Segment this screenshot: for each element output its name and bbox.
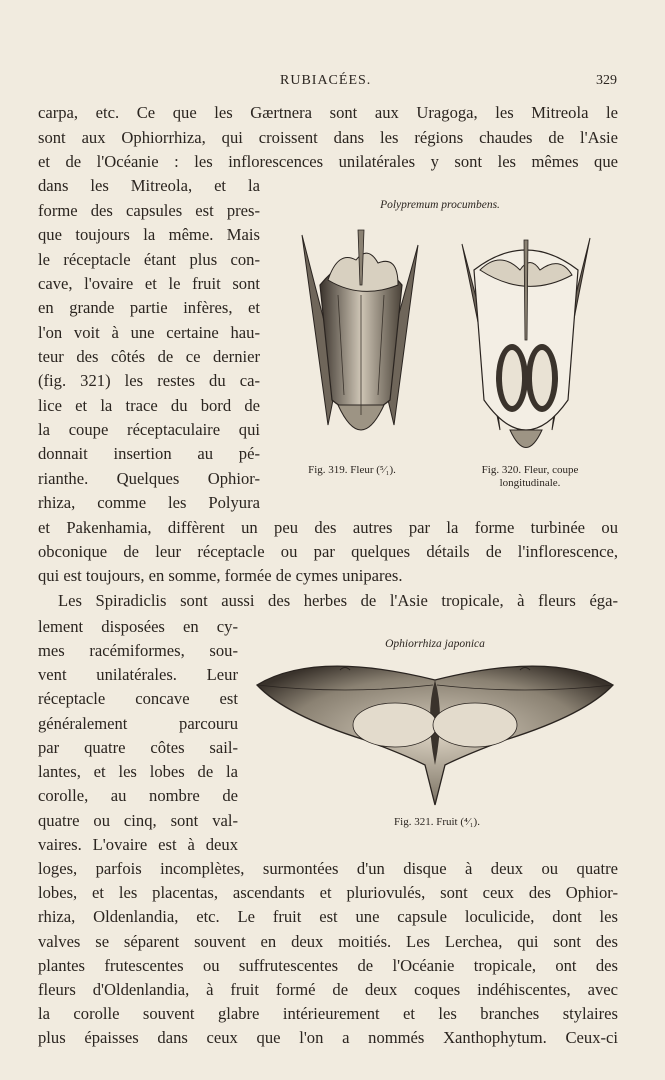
text-line: le réceptacle étant plus con- — [38, 250, 260, 269]
text-line: dans les Mitreola, et la — [38, 176, 260, 195]
text-line: donnait insertion au pé- — [38, 444, 260, 463]
figure-caption: Fig. 320. Fleur, coupe — [481, 464, 579, 476]
text-line: la coupe réceptaculaire qui — [38, 420, 260, 439]
text-line: cave, l'ovaire et le fruit sont — [38, 274, 260, 293]
text-line: obconique de leur réceptacle ou par quelques détails de l'inflorescence, — [38, 542, 618, 561]
text-line: lantes, et les lobes de la — [38, 762, 238, 781]
text-line: loges, parfois incomplètes, surmontées d'un disque à deux ou quatre — [38, 859, 618, 878]
text-line: que toujours la même. Mais — [38, 225, 260, 244]
figure-caption: Fig. 321. Fruit (⁴⁄₁). — [394, 816, 480, 828]
flower-illustration — [298, 225, 424, 450]
text-line: fleurs d'Oldenlandia, à fruit formé de deux coques indéhiscentes, avec — [38, 980, 618, 999]
text-line: (fig. 321) les restes du ca- — [38, 371, 260, 390]
text-line: qui est toujours, en somme, formée de cymes unipares. — [38, 566, 403, 585]
page-number: 329 — [596, 73, 617, 88]
figure-title: Polypremum procumbens. — [380, 199, 500, 211]
fruit-illustration — [255, 655, 615, 810]
text-line: vent unilatérales. Leur — [38, 665, 238, 684]
text-line: plus épaisses dans ceux que l'on a nommés Xanthophytum. Ceux-ci — [38, 1028, 618, 1047]
text-line: la corolle souvent glabre intérieurement et les branches stylaires — [38, 1004, 618, 1023]
figure-caption: longitudinale. — [499, 477, 561, 489]
text-line: lice et la trace du bord de — [38, 396, 260, 415]
text-line: rhiza, comme les Polyura — [38, 493, 260, 512]
text-line: lement disposées en cy- — [38, 617, 238, 636]
text-line: corolle, au nombre de — [38, 786, 238, 805]
text-line: vaires. L'ovaire est à deux — [38, 835, 238, 854]
text-line: lobes, et les placentas, ascendants et pluriovulés, sont ceux des Ophior- — [38, 883, 618, 902]
text-line: rianthe. Quelques Ophior- — [38, 469, 260, 488]
text-line: généralement parcouru — [38, 714, 238, 733]
text-line: Les Spiradiclis sont aussi des herbes de l'Asie tropicale, à fleurs éga- — [58, 591, 618, 610]
text-line: et de l'Océanie : les inflorescences unilatérales y sont les mêmes que — [38, 152, 618, 171]
text-line: teur des côtés de ce dernier — [38, 347, 260, 366]
text-line: en grande partie infères, et — [38, 298, 260, 317]
figure-title: Ophiorrhiza japonica — [385, 638, 485, 650]
text-line: plantes frutescentes ou suffrutescentes de l'Océanie tropicale, ont des — [38, 956, 618, 975]
text-line: carpa, etc. Ce que les Gærtnera sont aux Uragoga, les Mitreola le — [38, 103, 618, 122]
text-line: valves se séparent souvent en deux moitiés. Les Lerchea, qui sont des — [38, 932, 618, 951]
text-line: forme des capsules est pres- — [38, 201, 260, 220]
text-line: sont aux Ophiorrhiza, qui croissent dans les régions chaudes de l'Asie — [38, 128, 618, 147]
running-title: RUBIACÉES. — [280, 73, 372, 88]
text-line: mes racémiformes, sou- — [38, 641, 238, 660]
text-line: l'on voit à une certaine hau- — [38, 323, 260, 342]
text-line: réceptacle concave est — [38, 689, 238, 708]
text-line: quatre ou cinq, sont val- — [38, 811, 238, 830]
text-line: rhiza, Oldenlandia, etc. Le fruit est une capsule loculicide, dont les — [38, 907, 618, 926]
text-line: par quatre côtes sail- — [38, 738, 238, 757]
flower-section-illustration — [460, 230, 592, 455]
figure-caption: Fig. 319. Fleur (⁵⁄₁). — [308, 464, 396, 476]
text-line: et Pakenhamia, diffèrent un peu des autres par la forme turbinée ou — [38, 518, 618, 537]
running-head — [0, 73, 665, 93]
